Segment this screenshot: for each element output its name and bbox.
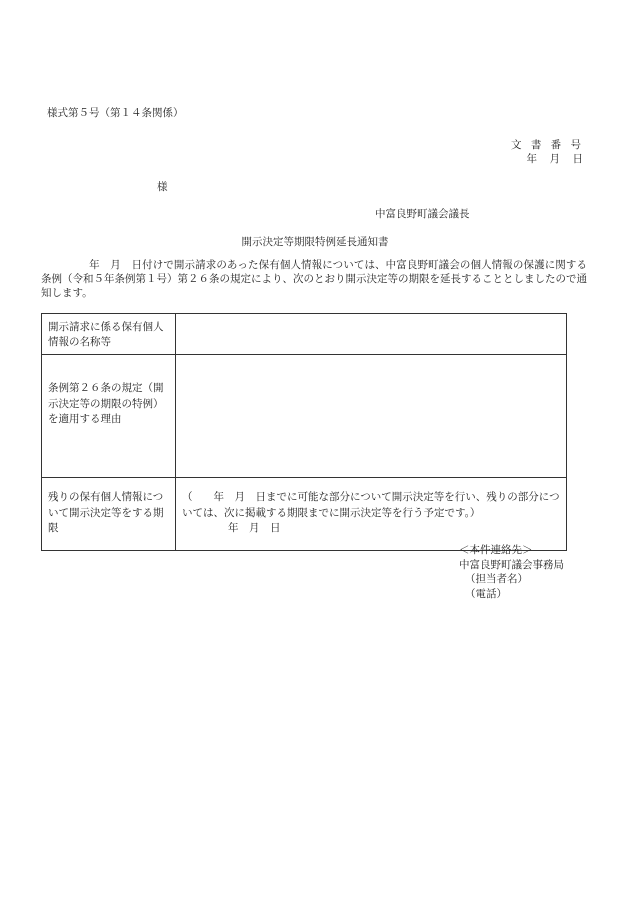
notice-body-text: 年 月 日付けで開示請求のあった保有個人情報については、中富良野町議会の個人情報の保護に関する条例（令和５年条例第１号）第２６条の規定により、次のとおり開示決定等の期限を延長することとしましたので通知します。 bbox=[41, 259, 587, 299]
table-row bbox=[42, 355, 567, 478]
contact-heading: ＜本件連絡先＞ bbox=[459, 544, 533, 556]
table-row bbox=[42, 478, 567, 551]
document-number-label: 文 書 番 号 bbox=[510, 139, 584, 151]
row-label-info-name: 開示請求に係る保有個人情報の名称等 bbox=[42, 314, 176, 355]
table-row bbox=[42, 314, 567, 355]
form-number: 様式第５号（第１４条関係） bbox=[47, 107, 184, 119]
contact-office: 中富良野町議会事務局 bbox=[459, 558, 564, 571]
row-label-reason: 条例第２６条の規定（開示決定等の期限の特例）を適用する理由 bbox=[42, 355, 176, 478]
addressee-suffix: 様 bbox=[157, 181, 168, 193]
document-date-label: 年 月 日 bbox=[526, 153, 584, 165]
contact-block bbox=[459, 543, 564, 602]
row-label-deadline: 残りの保有個人情報について開示決定等をする期限 bbox=[42, 478, 176, 551]
row-value-reason bbox=[176, 355, 567, 478]
sender-title: 中富良野町議会議長 bbox=[375, 208, 470, 220]
deadline-text: （ 年 月 日までに可能な部分について開示決定等を行い、残りの部分については、次に掲載する期限までに開示決定等を行う予定です。） bbox=[182, 491, 560, 519]
deadline-date: 年 月 日 bbox=[228, 521, 281, 534]
document-title: 開示決定等期限特例延長通知書 bbox=[241, 236, 389, 248]
row-value-info-name bbox=[176, 314, 567, 355]
notice-body bbox=[41, 259, 587, 301]
contact-phone: （電話） bbox=[465, 588, 507, 601]
details-table bbox=[41, 313, 567, 551]
contact-person: （担当者名） bbox=[465, 573, 528, 586]
row-value-deadline bbox=[176, 478, 567, 551]
